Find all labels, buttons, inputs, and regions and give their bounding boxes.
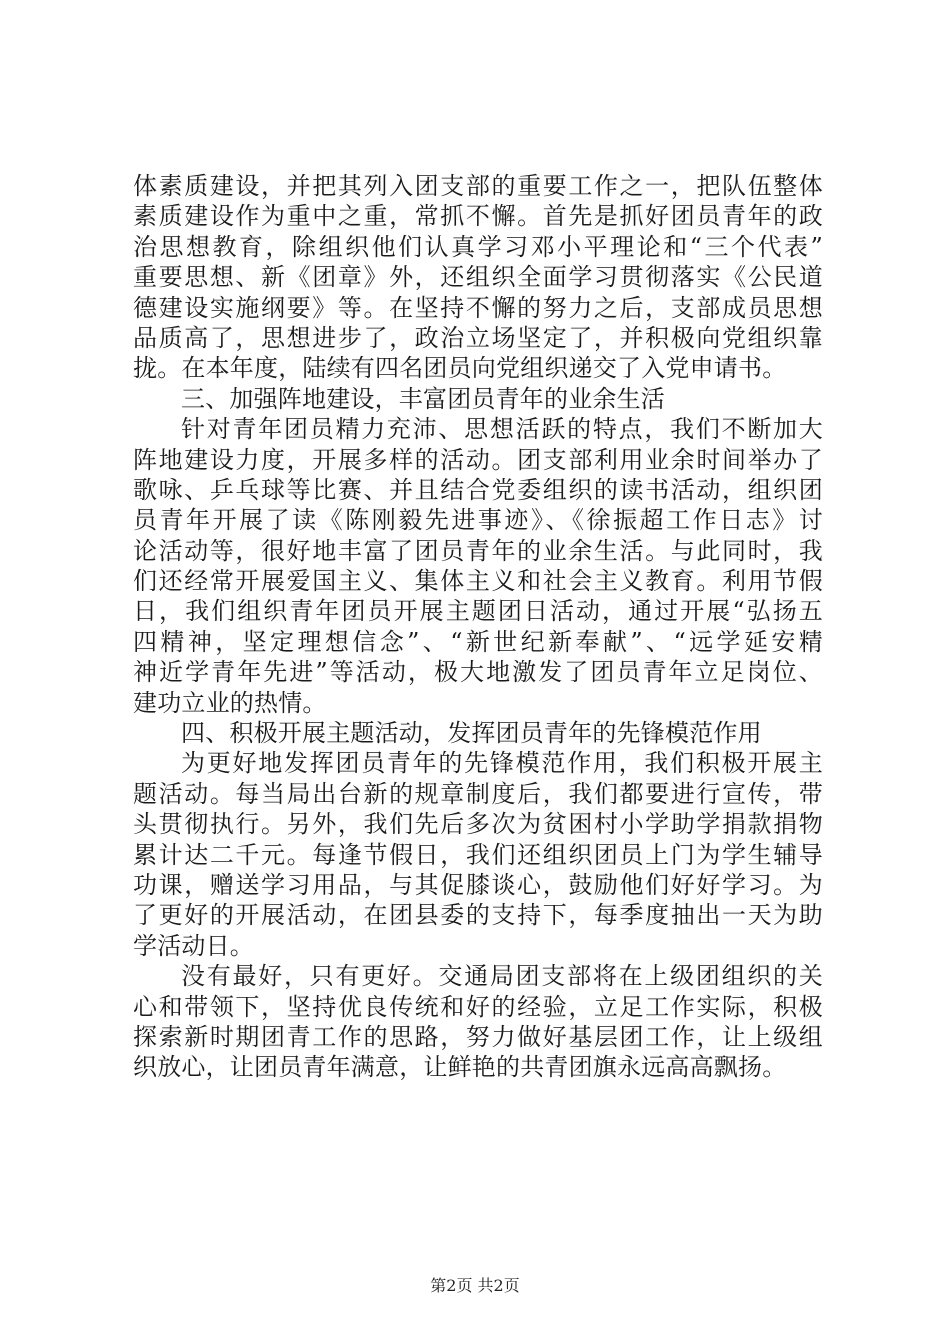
text-line: 论活动等，很好地丰富了团员青年的业余生活。与此同时，我 [133,536,823,565]
text-line: 建功立业的热情。 [133,688,327,717]
text-line: 探索新时期团青工作的思路，努力做好基层团工作，让上级组 [133,1022,823,1051]
text-line: 头贯彻执行。另外，我们先后多次为贫困村小学助学捐款捐物 [133,810,823,839]
text-line: 功课，赠送学习用品，与其促膝谈心，鼓励他们好好学习。为 [133,870,823,899]
text-line: 品质高了，思想进步了，政治立场坚定了，并积极向党组织靠 [133,323,823,352]
text-line: 歌咏、乒乓球等比赛、并且结合党委组织的读书活动，组织团 [133,475,823,504]
text-line: 为更好地发挥团员青年的先锋模范作用，我们积极开展主 [181,749,823,778]
text-line: 们还经常开展爱国主义、集体主义和社会主义教育。利用节假 [133,567,823,596]
text-line: 治思想教育，除组织他们认真学习邓小平理论和“三个代表” [133,232,823,261]
paragraph [133,961,823,1083]
text-line: 题活动。每当局出台新的规章制度后，我们都要进行宣传，带 [133,779,823,808]
text-line: 四精神，坚定理想信念”、“新世纪新奉献”、“远学延安精 [133,627,823,656]
text-line: 日，我们组织青年团员开展主题团日活动，通过开展“弘扬五 [133,597,823,626]
document-body [133,171,823,1083]
text-line: 素质建设作为重中之重，常抓不懈。首先是抓好团员青年的政 [133,202,823,231]
text-line: 织放心，让团员青年满意，让鲜艳的共青团旗永远高高飘扬。 [133,1053,787,1082]
heading-line: 三、加强阵地建设，丰富团员青年的业余生活 [181,384,665,413]
text-line: 重要思想、新《团章》外，还组织全面学习贯彻落实《公民道 [133,263,823,292]
text-line: 没有最好，只有更好。交通局团支部将在上级团组织的关 [181,962,823,991]
heading-line: 四、积极开展主题活动，发挥团员青年的先锋模范作用 [181,719,762,748]
section-heading [133,718,823,748]
text-line: 阵地建设力度，开展多样的活动。团支部利用业余时间举办了 [133,445,823,474]
text-line: 累计达二千元。每逢节假日，我们还组织团员上门为学生辅导 [133,840,823,869]
text-line: 体素质建设，并把其列入团支部的重要工作之一，把队伍整体 [133,172,823,200]
text-line: 针对青年团员精力充沛、思想活跃的特点，我们不断加大 [181,415,823,444]
paragraph [133,414,823,718]
text-line: 拢。在本年度，陆续有四名团员向党组织递交了入党申请书。 [133,354,787,383]
text-line: 学活动日。 [133,931,254,960]
paragraph [133,748,823,961]
text-line: 德建设实施纲要》等。在坚持不懈的努力之后，支部成员思想 [133,293,823,322]
text-line: 神近学青年先进”等活动，极大地激发了团员青年立足岗位、 [133,658,823,687]
page-number: 第2页 共2页 [430,1276,520,1295]
paragraph [133,171,823,384]
text-line: 心和带领下，坚持优良传统和好的经验，立足工作实际，积极 [133,992,823,1021]
text-line: 员青年开展了读《陈刚毅先进事迹》、《徐振超工作日志》讨 [133,506,823,535]
text-line: 了更好的开展活动，在团县委的支持下，每季度抽出一天为助 [133,901,823,930]
section-heading [133,384,823,414]
